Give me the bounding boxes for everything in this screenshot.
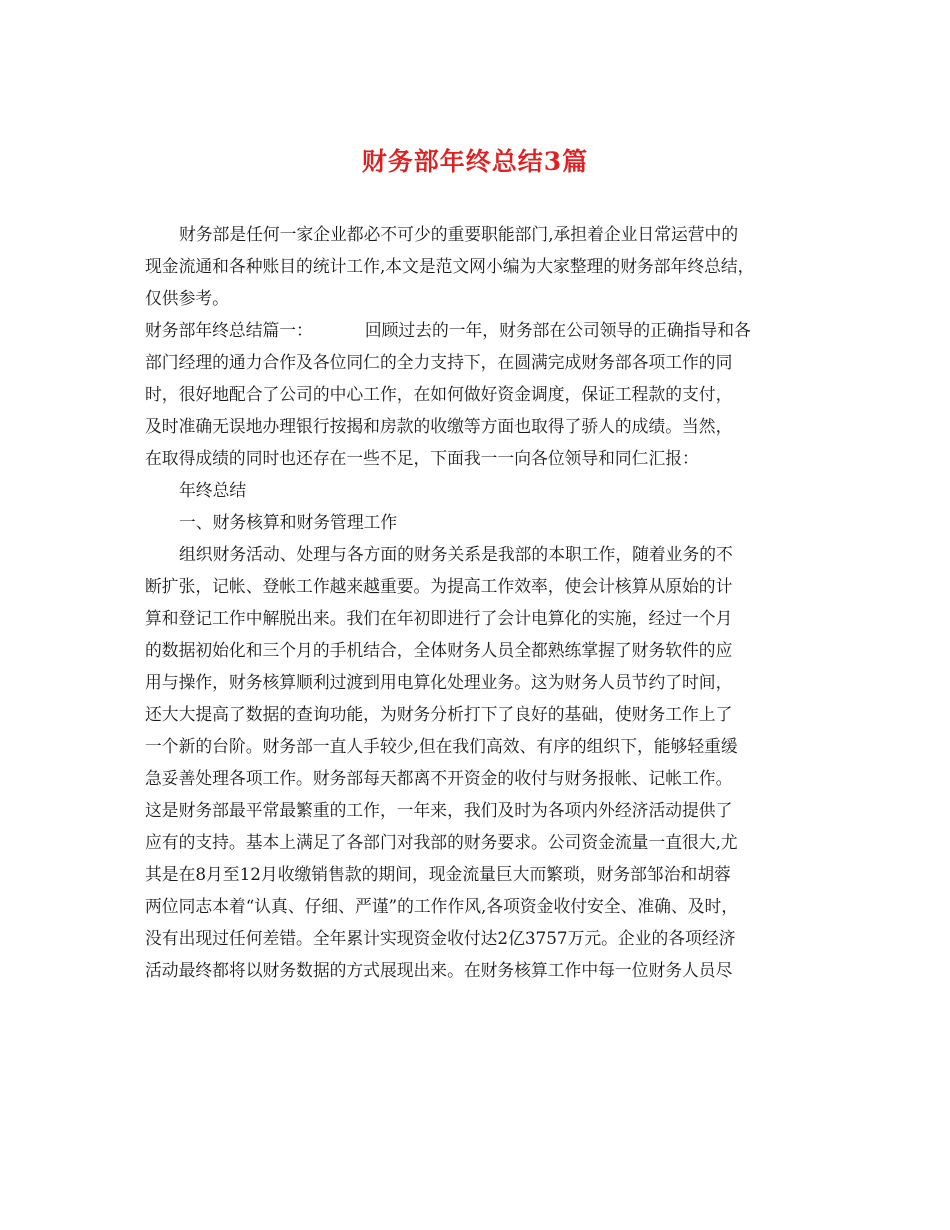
body-line: 两位同志本着“认真、仔细、严谨”的工作作风,各项资金收付安全、准确、及时，: [145, 896, 739, 916]
body-line: 财务部是任何一家企业都必不可少的重要职能部门,承担着企业日常运营中的: [179, 224, 739, 244]
body-line: 及时准确无误地办理银行按揭和房款的收缴等方面也取得了骄人的成绩。当然，: [145, 416, 733, 436]
body-line: 这是财务部最平常最繁重的工作，一年来，我们及时为各项内外经济活动提供了: [145, 800, 733, 820]
section-heading-accounting: 一、财务核算和财务管理工作: [179, 512, 398, 532]
body-line: 一个新的台阶。财务部一直人手较少,但在我们高效、有序的组织下，能够轻重缓: [145, 736, 738, 756]
body-line: 急妥善处理各项工作。财务部每天都离不开资金的收付与财务报帐、记帐工作。: [145, 768, 733, 788]
document-title: 财务部年终总结3篇: [361, 147, 589, 176]
body-line: 仅供参考。: [145, 288, 229, 308]
body-line: 没有出现过任何差错。全年累计实现资金收付达2亿3757万元。企业的各项经济: [145, 928, 736, 948]
body-line: 还大大提高了数据的查询功能，为财务分析打下了良好的基础，使财务工作上了: [145, 704, 733, 724]
body-line: 活动最终都将以财务数据的方式展现出来。在财务核算工作中每一位财务人员尽: [145, 960, 733, 980]
section-heading-chapter-one: 财务部年终总结篇一：: [145, 320, 313, 340]
body-line: 算和登记工作中解脱出来。我们在年初即进行了会计电算化的实施，经过一个月: [145, 608, 733, 628]
body-line: 回顾过去的一年，财务部在公司领导的正确指导和各: [364, 320, 751, 340]
body-line: 时，很好地配合了公司的中心工作，在如何做好资金调度，保证工程款的支付，: [145, 384, 733, 404]
body-line: 用与操作，财务核算顺利过渡到用电算化处理业务。这为财务人员节约了时间，: [145, 672, 733, 692]
body-line: 现金流通和各种账目的统计工作,本文是范文网小编为大家整理的财务部年终总结，: [145, 256, 755, 276]
section-heading-summary: 年终总结: [179, 480, 247, 500]
document-body: [145, 218, 810, 986]
body-line-with-heading: [145, 314, 810, 346]
body-line: 组织财务活动、处理与各方面的财务关系是我部的本职工作，随着业务的不: [179, 544, 733, 564]
body-line: 其是在8月至12月收缴销售款的期间，现金流量巨大而繁琐，财务部邹治和胡蓉: [145, 864, 731, 884]
body-line: 部门经理的通力合作及各位同仁的全力支持下，在圆满完成财务部各项工作的同: [145, 352, 733, 372]
body-line: 的数据初始化和三个月的手机结合，全体财务人员全都熟练掌握了财务软件的应: [145, 640, 733, 660]
body-line: 在取得成绩的同时也还存在一些不足，下面我一一向各位领导和同仁汇报：: [145, 448, 699, 468]
body-line: 断扩张，记帐、登帐工作越来越重要。为提高工作效率，使会计核算从原始的计: [145, 576, 733, 596]
body-line: 应有的支持。基本上满足了各部门对我部的财务要求。公司资金流量一直很大,尤: [145, 832, 738, 852]
